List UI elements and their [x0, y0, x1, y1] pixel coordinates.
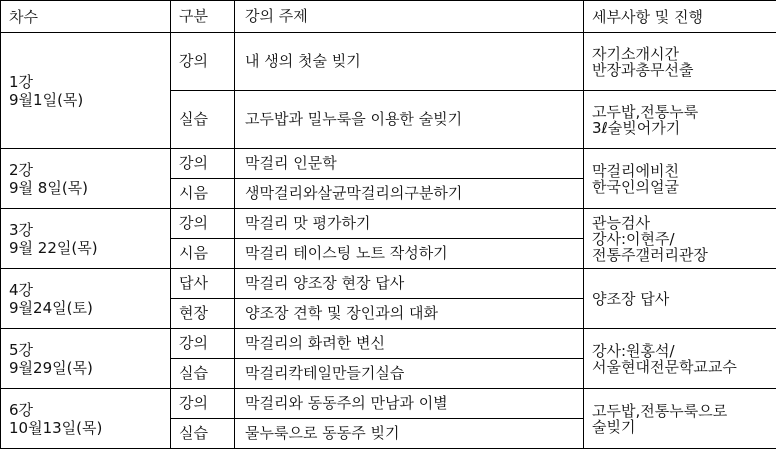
table-row [1, 389, 776, 419]
session-details: 고두밥,전통누룩으로 술빚기 [584, 389, 776, 449]
session-label: 5강 9월29일(목) [1, 329, 171, 389]
row-topic: 막걸리칵테일만들기실습 [235, 359, 584, 389]
row-topic: 양조장 견학 및 장인과의 대화 [235, 299, 584, 329]
table-row [1, 209, 776, 239]
header-details: 세부사항 및 진행 [584, 1, 776, 33]
row-topic: 물누룩으로 동동주 빚기 [235, 419, 584, 449]
row-topic: 막걸리 양조장 현장 답사 [235, 269, 584, 299]
row-type: 강의 [171, 33, 235, 91]
row-type: 강의 [171, 149, 235, 179]
row-topic: 막걸리 맛 평가하기 [235, 209, 584, 239]
header-row [1, 1, 776, 33]
row-type: 답사 [171, 269, 235, 299]
session-details: 자기소개시간 반장과총무선출 [584, 33, 776, 91]
row-type: 강의 [171, 389, 235, 419]
table-row [1, 149, 776, 179]
session-label: 4강 9월24일(토) [1, 269, 171, 329]
row-topic: 막걸리와 동동주의 만남과 이별 [235, 389, 584, 419]
session-label: 3강 9월 22일(목) [1, 209, 171, 269]
table-row [1, 329, 776, 359]
row-topic: 막걸리 테이스팅 노트 작성하기 [235, 239, 584, 269]
session-details: 관능검사 강사:이현주/ 전통주갤러리관장 [584, 209, 776, 269]
row-type: 현장 [171, 299, 235, 329]
session-label: 1강 9월1일(목) [1, 33, 171, 149]
session-details: 고두밥,전통누룩 3ℓ술빚어가기 [584, 91, 776, 149]
table-row [1, 269, 776, 299]
session-details: 양조장 답사 [584, 269, 776, 329]
row-topic: 막걸리의 화려한 변신 [235, 329, 584, 359]
row-type: 강의 [171, 329, 235, 359]
row-topic: 고두밥과 밀누룩을 이용한 술빚기 [235, 91, 584, 149]
row-topic: 생막걸리와살균막걸리의구분하기 [235, 179, 584, 209]
row-type: 시음 [171, 179, 235, 209]
row-topic: 막걸리 인문학 [235, 149, 584, 179]
row-type: 시음 [171, 239, 235, 269]
row-type: 실습 [171, 419, 235, 449]
header-type: 구분 [171, 1, 235, 33]
header-topic: 강의 주제 [235, 1, 584, 33]
session-details: 막걸리에비친 한국인의얼굴 [584, 149, 776, 209]
session-label: 2강 9월 8일(목) [1, 149, 171, 209]
session-label: 6강 10월13일(목) [1, 389, 171, 449]
header-session: 차수 [1, 1, 171, 33]
row-type: 실습 [171, 359, 235, 389]
session-details: 강사:원홍석/ 서울현대전문학교교수 [584, 329, 776, 389]
row-topic: 내 생의 첫술 빚기 [235, 33, 584, 91]
row-type: 강의 [171, 209, 235, 239]
row-type: 실습 [171, 91, 235, 149]
table-row [1, 33, 776, 91]
